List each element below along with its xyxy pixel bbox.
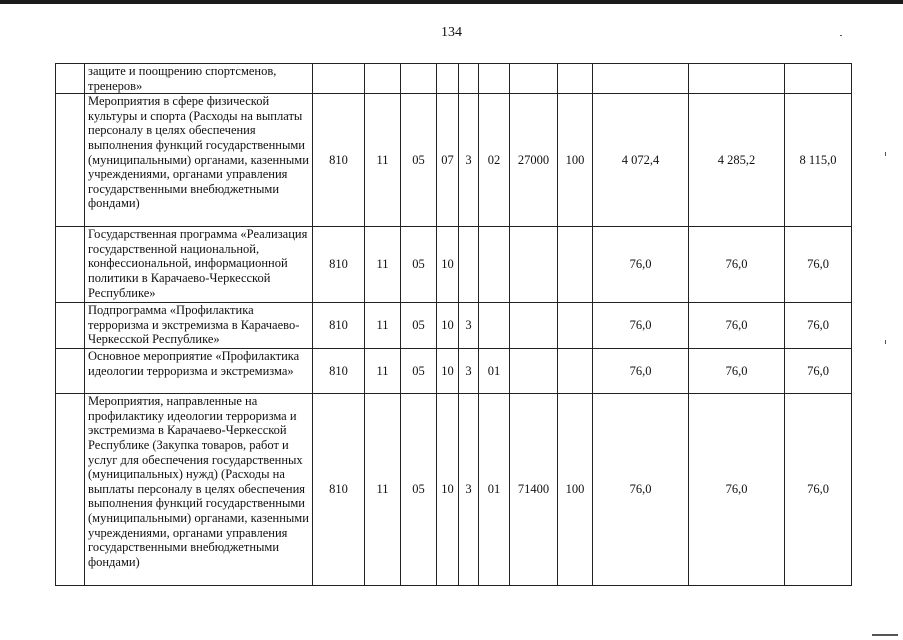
row-number-cell xyxy=(56,349,85,394)
amount-cell-1: 76,0 xyxy=(593,349,689,394)
row-number-cell xyxy=(56,394,85,586)
amount-cell-3: 8 115,0 xyxy=(785,94,852,227)
activity-code-cell: 01 xyxy=(479,394,510,586)
amount-cell-1: 4 072,4 xyxy=(593,94,689,227)
table-row xyxy=(56,394,852,586)
program-code-cell: 10 xyxy=(437,349,459,394)
row-number-cell xyxy=(56,94,85,227)
razdel-cell: 11 xyxy=(365,94,401,227)
subprogram-code-cell xyxy=(459,64,479,94)
scan-top-edge xyxy=(0,0,903,4)
page-number: 134 xyxy=(441,25,462,40)
glava-cell: 810 xyxy=(313,394,365,586)
razdel-cell: 11 xyxy=(365,303,401,349)
scan-speck xyxy=(885,340,886,344)
subprogram-code-cell: 3 xyxy=(459,394,479,586)
podrazdel-cell: 05 xyxy=(401,303,437,349)
item-name-cell: Мероприятия в сфере физической культуры и спорта (Расходы на выплаты персоналу в целях обеспечения выполнения функций государственными (муниципальными) органами, казенными учреждениями, органами управления государственными внебюджетными фондами) xyxy=(85,94,313,227)
program-code-cell: 10 xyxy=(437,227,459,303)
item-name-cell: защите и поощрению спортсменов, тренеров» xyxy=(85,64,313,94)
direction-code-cell: 71400 xyxy=(510,394,558,586)
glava-cell: 810 xyxy=(313,94,365,227)
amount-cell-2: 76,0 xyxy=(689,349,785,394)
expense-type-cell xyxy=(558,227,593,303)
podrazdel-cell xyxy=(401,64,437,94)
activity-code-cell xyxy=(479,64,510,94)
direction-code-cell xyxy=(510,227,558,303)
expense-type-cell: 100 xyxy=(558,394,593,586)
amount-cell-3: 76,0 xyxy=(785,349,852,394)
amount-cell-2: 76,0 xyxy=(689,227,785,303)
program-code-cell: 07 xyxy=(437,94,459,227)
amount-cell-1: 76,0 xyxy=(593,303,689,349)
program-code-cell: 10 xyxy=(437,394,459,586)
glava-cell: 810 xyxy=(313,349,365,394)
subprogram-code-cell: 3 xyxy=(459,94,479,227)
razdel-cell: 11 xyxy=(365,349,401,394)
amount-cell-2 xyxy=(689,64,785,94)
activity-code-cell xyxy=(479,227,510,303)
item-name-cell: Основное мероприятие «Профилактика идеологии терроризма и экстремизма» xyxy=(85,349,313,394)
direction-code-cell xyxy=(510,64,558,94)
scan-speck xyxy=(840,35,842,36)
subprogram-code-cell: 3 xyxy=(459,349,479,394)
amount-cell-2: 76,0 xyxy=(689,303,785,349)
expense-type-cell: 100 xyxy=(558,94,593,227)
expense-type-cell xyxy=(558,64,593,94)
row-number-cell xyxy=(56,303,85,349)
table-row xyxy=(56,64,852,94)
amount-cell-1 xyxy=(593,64,689,94)
table-row xyxy=(56,94,852,227)
scan-speck xyxy=(872,634,898,636)
glava-cell: 810 xyxy=(313,303,365,349)
amount-cell-3 xyxy=(785,64,852,94)
scan-speck xyxy=(885,152,886,156)
podrazdel-cell: 05 xyxy=(401,349,437,394)
table-row xyxy=(56,303,852,349)
podrazdel-cell: 05 xyxy=(401,394,437,586)
program-code-cell xyxy=(437,64,459,94)
podrazdel-cell: 05 xyxy=(401,94,437,227)
amount-cell-2: 4 285,2 xyxy=(689,94,785,227)
amount-cell-3: 76,0 xyxy=(785,227,852,303)
amount-cell-1: 76,0 xyxy=(593,394,689,586)
subprogram-code-cell xyxy=(459,227,479,303)
razdel-cell xyxy=(365,64,401,94)
expense-type-cell xyxy=(558,303,593,349)
row-number-cell xyxy=(56,227,85,303)
activity-code-cell: 02 xyxy=(479,94,510,227)
razdel-cell: 11 xyxy=(365,227,401,303)
direction-code-cell xyxy=(510,303,558,349)
razdel-cell: 11 xyxy=(365,394,401,586)
direction-code-cell: 27000 xyxy=(510,94,558,227)
direction-code-cell xyxy=(510,349,558,394)
table-row xyxy=(56,349,852,394)
podrazdel-cell: 05 xyxy=(401,227,437,303)
subprogram-code-cell: 3 xyxy=(459,303,479,349)
expense-type-cell xyxy=(558,349,593,394)
row-number-cell xyxy=(56,64,85,94)
glava-cell: 810 xyxy=(313,227,365,303)
activity-code-cell xyxy=(479,303,510,349)
glava-cell xyxy=(313,64,365,94)
amount-cell-3: 76,0 xyxy=(785,394,852,586)
amount-cell-3: 76,0 xyxy=(785,303,852,349)
table-row xyxy=(56,227,852,303)
amount-cell-1: 76,0 xyxy=(593,227,689,303)
item-name-cell: Подпрограмма «Профилактика терроризма и экстремизма в Карачаево-Черкесской Республике» xyxy=(85,303,313,349)
activity-code-cell: 01 xyxy=(479,349,510,394)
amount-cell-2: 76,0 xyxy=(689,394,785,586)
budget-table xyxy=(55,63,852,586)
item-name-cell: Мероприятия, направленные на профилактику идеологии терроризма и экстремизма в Карачаево-Черкесской Республике (Закупка товаров, работ и услуг для обеспечения государственных (муниципальных) нужд) (Расходы на выплаты персоналу в целях обеспечения выполнения функций государственными (муниципальными) органами, казенными учреждениями, органами управления государственными внебюджетными фондами) xyxy=(85,394,313,586)
program-code-cell: 10 xyxy=(437,303,459,349)
item-name-cell: Государственная программа «Реализация государственной национальной, конфессиональной, информационной политики в Карачаево-Черкесской Республике» xyxy=(85,227,313,303)
